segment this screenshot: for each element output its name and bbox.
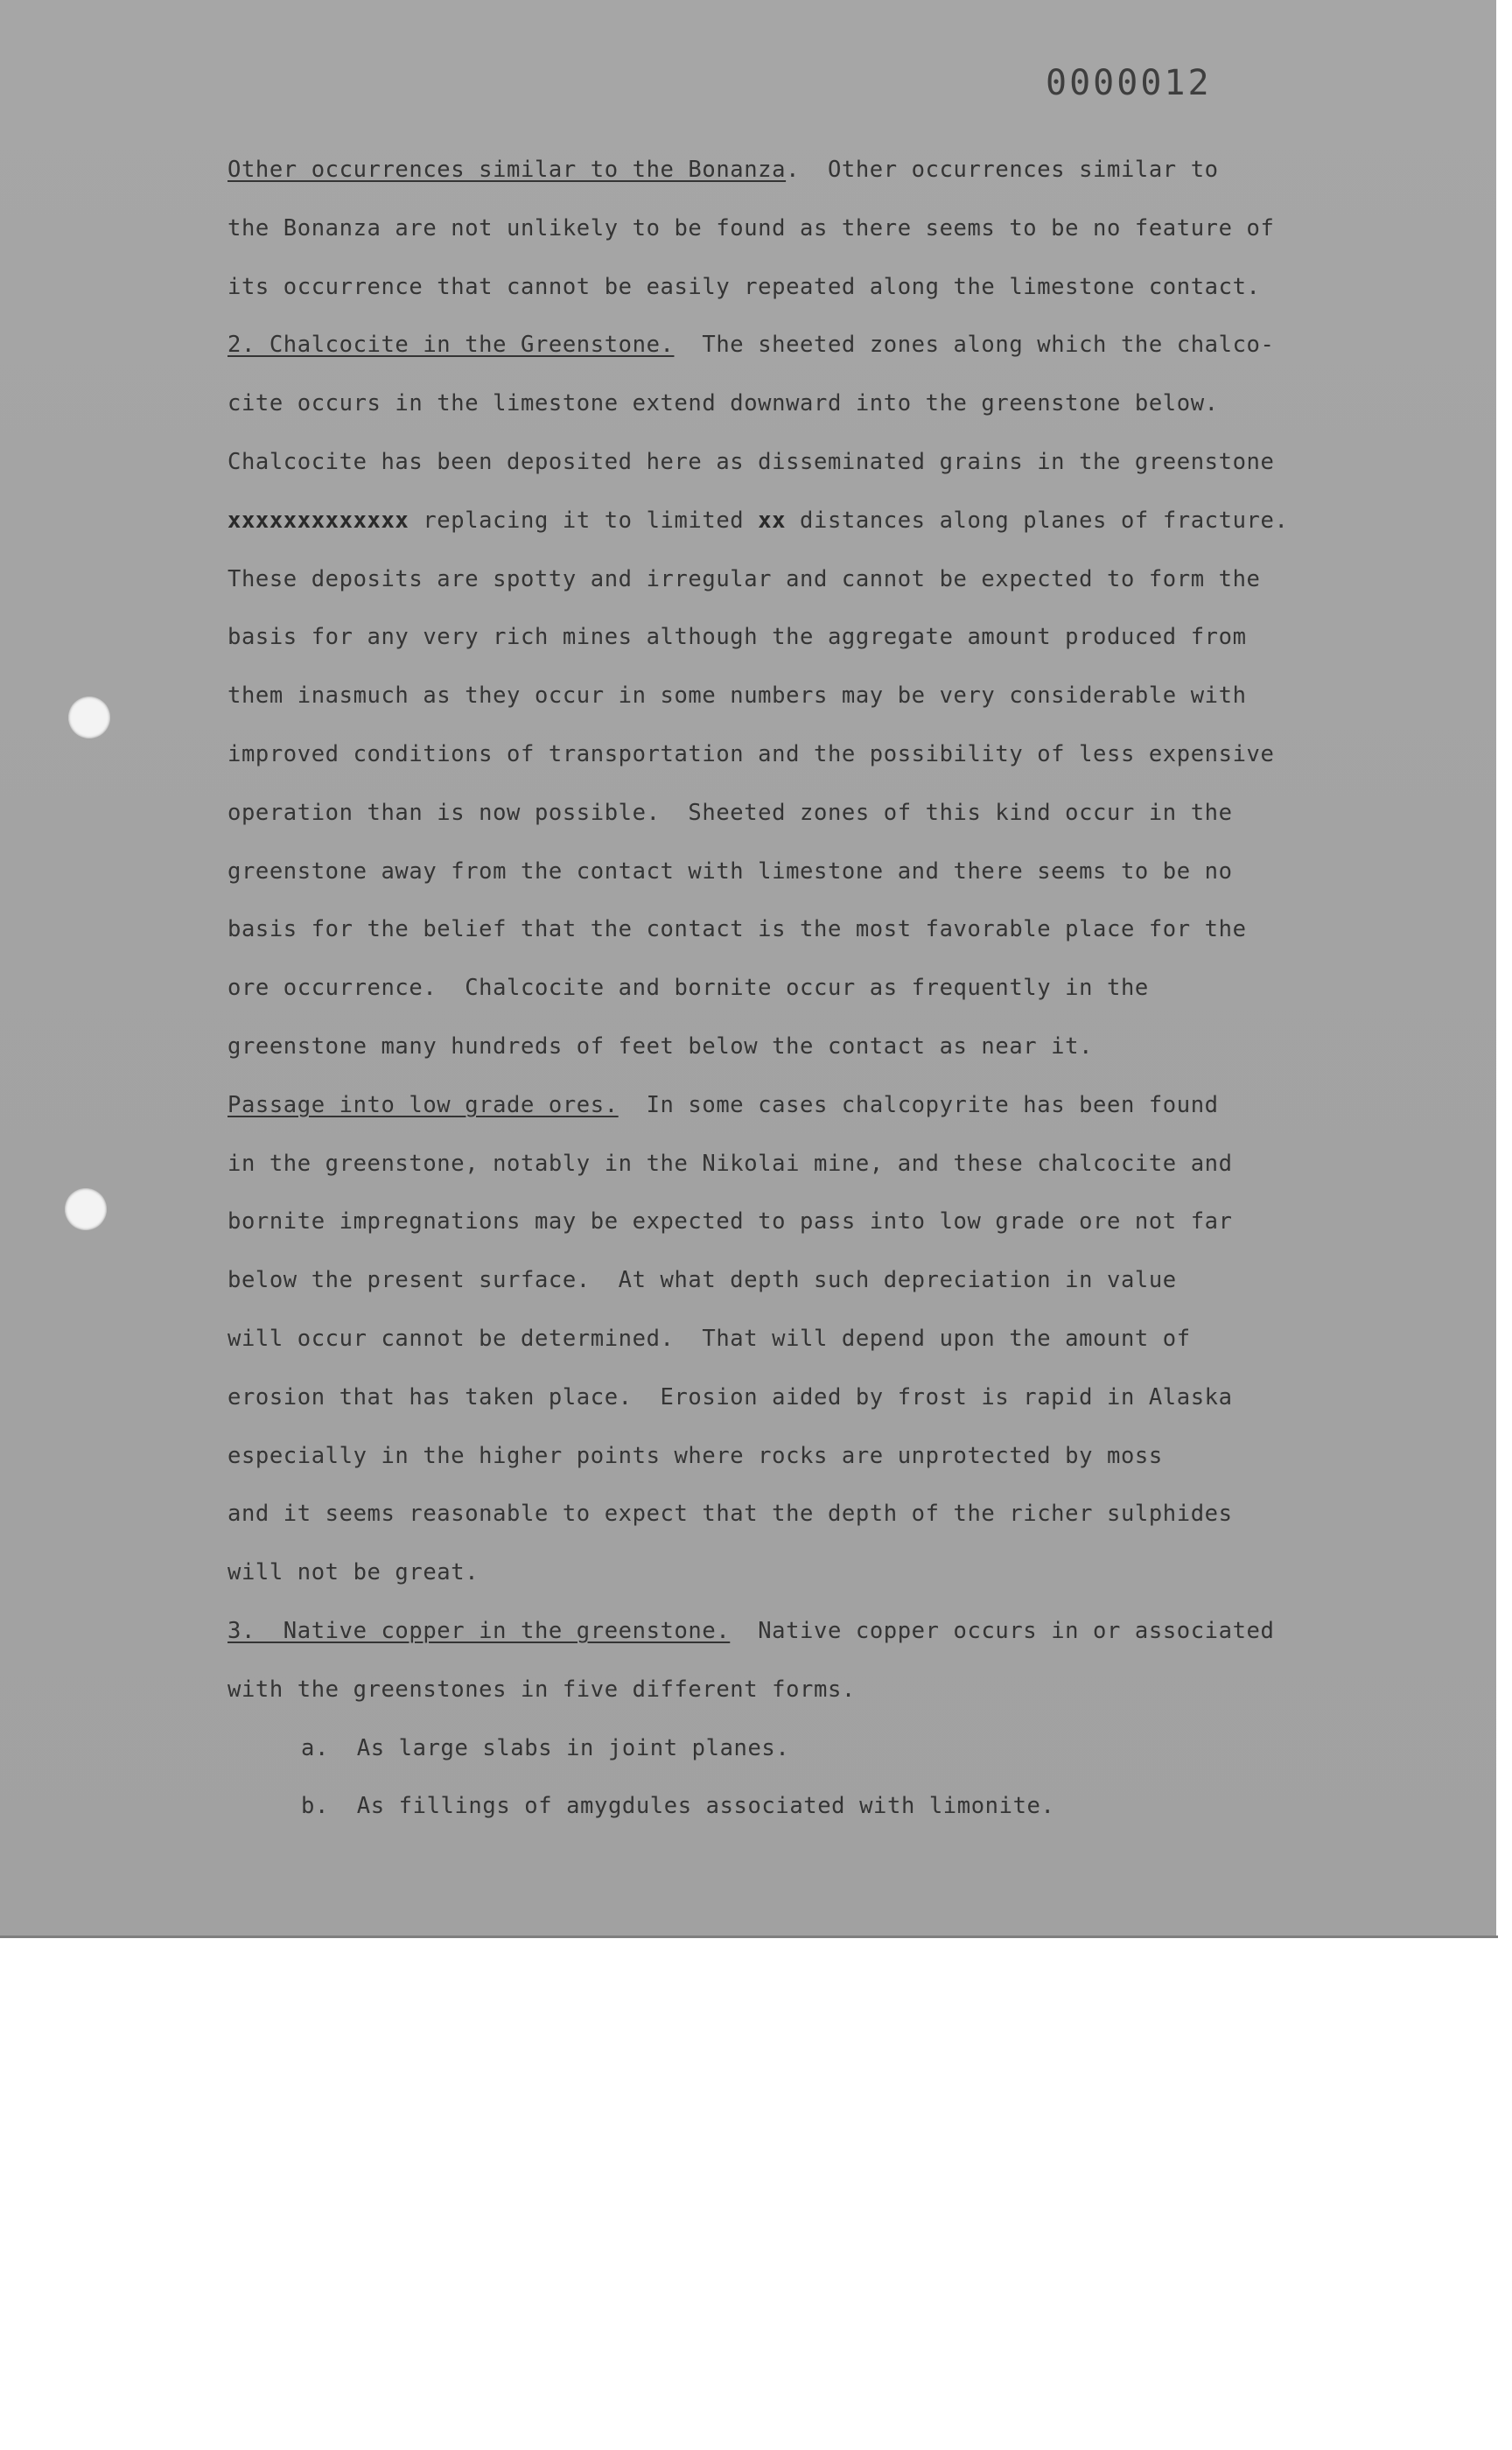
section-heading: 2. Chalcocite in the Greenstone. [228, 332, 675, 359]
text-line [228, 1088, 1219, 1123]
text-segment: These deposits are spotty and irregular and cannot be expected to form the [228, 565, 1261, 592]
text-line [228, 444, 1274, 480]
text-segment: Native copper occurs in or associated [730, 1618, 1275, 1644]
text-segment: ore occurrence. Chalcocite and bornite occur as frequently in the [228, 975, 1149, 1002]
text-line [228, 1263, 1177, 1298]
text-line [228, 854, 1233, 889]
text-segment: a. As large slabs in joint planes. [301, 1734, 790, 1761]
text-segment: below the present surface. At what depth such depreciation in value [228, 1267, 1177, 1294]
text-segment: especially in the higher points where rocks are unprotected by moss [228, 1442, 1163, 1469]
text-line [301, 1788, 1054, 1824]
text-segment: b. As fillings of amygdules associated with limonite. [301, 1793, 1055, 1820]
text-line [228, 1672, 856, 1707]
text-line [228, 327, 1274, 362]
text-line [228, 1321, 1191, 1356]
text-segment: basis for the belief that the contact is the most favorable place for the [228, 916, 1247, 943]
text-segment: improved conditions of transportation and the possibility of less expensive [228, 741, 1275, 767]
text-line [228, 1438, 1163, 1474]
text-segment: will not be great. [228, 1559, 480, 1586]
page-bottom-edge [0, 1936, 1498, 1938]
text-line [228, 1146, 1233, 1181]
text-line [228, 737, 1274, 772]
text-line [228, 795, 1233, 830]
text-segment: greenstone away from the contact with limestone and there seems to be no [228, 858, 1233, 885]
text-segment: The sheeted zones along which the chalco- [674, 332, 1275, 359]
text-segment: replacing it to limited [409, 507, 759, 534]
text-segment: the Bonanza are not unlikely to be found as there seems to be no feature of [228, 214, 1275, 242]
text-line [228, 503, 1288, 538]
page-number: 0000012 [1046, 63, 1212, 103]
text-segment: erosion that has taken place. Erosion aided by frost is rapid in Alaska [228, 1383, 1233, 1410]
text-line [228, 386, 1219, 421]
text-segment: distances along planes of fracture. [786, 507, 1289, 534]
struck-out-text: xx [758, 507, 787, 534]
text-segment: Chalcocite has been deposited here as disseminated grains in the greenstone [228, 449, 1275, 475]
text-line [228, 1204, 1233, 1239]
text-segment: greenstone many hundreds of feet below the contact as near it. [228, 1033, 1094, 1060]
text-segment: bornite impregnations may be expected to pass into low grade ore not far [228, 1208, 1233, 1236]
text-segment: In some cases chalcopyrite has been found [618, 1091, 1219, 1118]
text-segment: and it seems reasonable to expect that the depth of the richer sulphides [228, 1501, 1233, 1528]
text-line [228, 1614, 1274, 1648]
text-segment: operation than is now possible. Sheeted zones of this kind occur in the [228, 799, 1233, 826]
section-heading: Passage into low grade ores. [228, 1091, 619, 1118]
text-line [228, 562, 1260, 597]
text-line [228, 912, 1247, 947]
text-line [228, 678, 1247, 713]
text-line [228, 620, 1247, 654]
struck-out-text: xxxxxxxxxxxxx [228, 507, 410, 534]
text-line [228, 211, 1274, 246]
text-segment: its occurrence that cannot be easily repeated along the limestone contact. [228, 273, 1261, 300]
text-segment: basis for any very rich mines although the aggregate amount produced from [228, 624, 1247, 651]
text-line [228, 1555, 479, 1590]
text-segment: them inasmuch as they occur in some numbers may be very considerable with [228, 682, 1247, 710]
text-segment: will occur cannot be determined. That will depend upon the amount of [228, 1326, 1191, 1352]
punch-hole-bottom [65, 1188, 107, 1230]
text-segment: with the greenstones in five different forms. [228, 1676, 856, 1703]
section-heading: Other occurrences similar to the Bonanza [228, 157, 787, 183]
punch-hole-top [68, 696, 110, 738]
text-line [301, 1731, 789, 1766]
text-line [228, 1496, 1233, 1531]
text-line [228, 970, 1149, 1005]
text-line [228, 152, 1219, 187]
text-segment: in the greenstone, notably in the Nikolai mine, and these chalcocite and [228, 1150, 1233, 1177]
section-heading: 3. Native copper in the greenstone. [228, 1618, 731, 1644]
text-line [228, 1029, 1093, 1064]
text-line [228, 1380, 1233, 1415]
text-line [228, 270, 1260, 304]
text-segment: . Other occurrences similar to [786, 157, 1219, 183]
text-segment: cite occurs in the limestone extend downward into the greenstone below. [228, 390, 1219, 417]
